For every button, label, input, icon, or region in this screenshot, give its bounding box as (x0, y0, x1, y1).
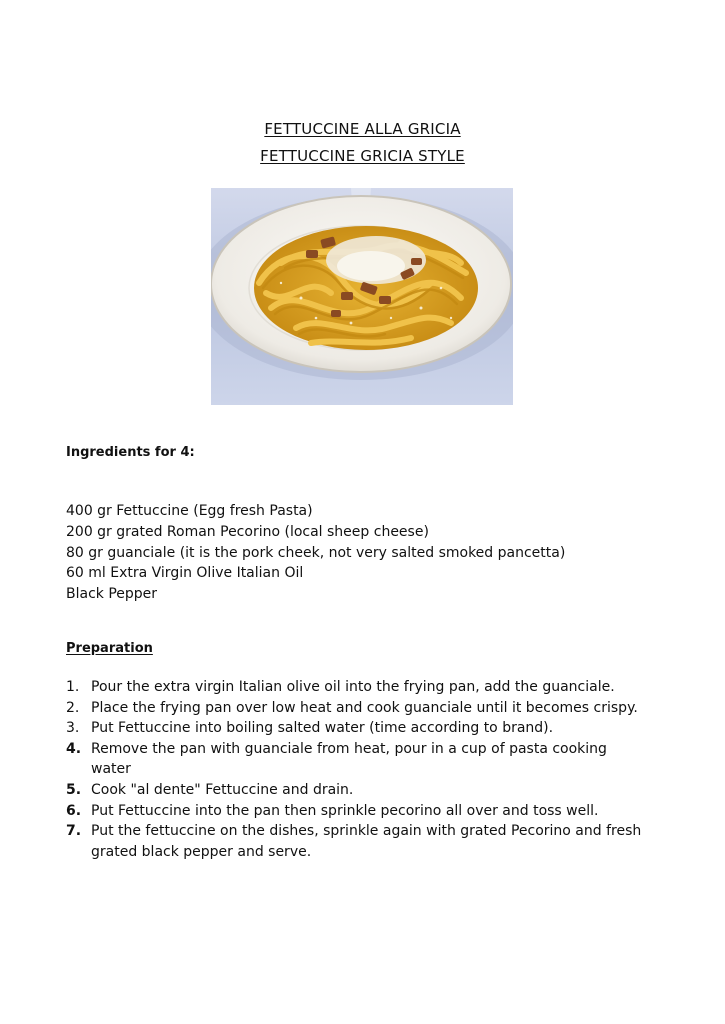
pasta-dish-photo (211, 188, 513, 405)
step-text: Put the fettuccine on the dishes, sprinkle again with grated Pecorino and fresh grated black pepper and serve. (91, 823, 642, 860)
step-number: 3. (66, 720, 80, 737)
preparation-steps (66, 677, 646, 862)
step-number: 4. (66, 740, 82, 757)
step-item (66, 739, 646, 780)
step-text: Cook "al dente" Fettuccine and drain. (91, 781, 354, 798)
step-text: Put Fettuccine into the pan then sprinkle pecorino all over and toss well. (91, 802, 599, 819)
step-item (66, 698, 646, 719)
step-text: Remove the pan with guanciale from heat, pour in a cup of pasta cooking water (91, 740, 607, 778)
recipe-title-english: FETTUCCINE GRICIA STYLE (260, 147, 465, 165)
step-item (66, 801, 646, 822)
step-item (66, 821, 646, 862)
step-item (66, 780, 646, 801)
step-text: Place the frying pan over low heat and cook guanciale until it becomes crispy. (91, 699, 638, 716)
ingredient-item: 400 gr Fettuccine (Egg fresh Pasta) (66, 503, 313, 519)
step-item (66, 677, 646, 698)
ingredient-item: 80 gr guanciale (it is the pork cheek, not very salted smoked pancetta) (66, 544, 566, 561)
step-number: 2. (66, 699, 80, 716)
step-number: 1. (66, 679, 80, 695)
step-text: Put Fettuccine into boiling salted water (time according to brand). (91, 720, 554, 737)
ingredient-item: 60 ml Extra Virgin Olive Italian Oil (66, 565, 304, 582)
step-text: Pour the extra virgin Italian olive oil into the frying pan, add the guanciale. (91, 679, 615, 695)
preparation-heading: Preparation (66, 641, 153, 656)
step-number: 5. (66, 781, 82, 798)
step-number: 6. (66, 802, 82, 819)
step-number: 7. (66, 823, 82, 840)
ingredient-item: Black Pepper (66, 586, 158, 603)
ingredients-heading: Ingredients for 4: (66, 445, 195, 460)
step-item (66, 718, 646, 739)
ingredients-list (66, 501, 565, 605)
ingredient-item: 200 gr grated Roman Pecorino (local sheep cheese) (66, 523, 429, 540)
recipe-title-italian: FETTUCCINE ALLA GRICIA (264, 120, 461, 138)
